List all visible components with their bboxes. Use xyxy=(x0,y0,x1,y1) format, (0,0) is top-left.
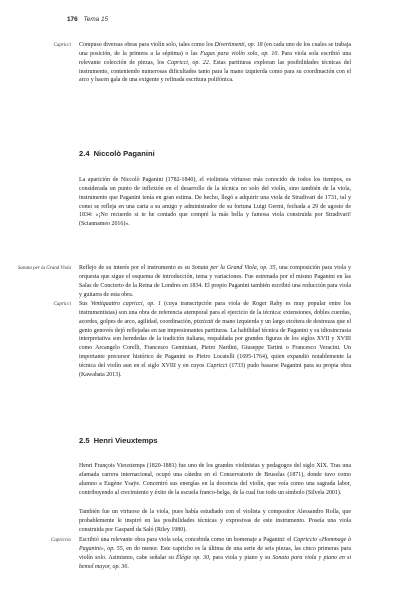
margin-note-capricci-2: Capricci xyxy=(53,302,71,307)
paganini-paragraph-3: Sus Ventiquattro capricci, op. 1 (cuya transcripción para viola de Roger Raby es muy popular entre los instrumentistas) son una obra de referencia atemporal para el ejercicio de la técnica: extensiones, dobles cuerdas, acordes, golpes de arco, agilidad, coordinación, pizzicati de mano izquierda y un largo etcétera de destrezas que el genio genovés dejó reflejadas en tan impresionantes partituras. La habilidad técnica de Paganini y su idiosincrasia interpretativa son herededas de la tradición italiana, respaldada por grandes figuras de los siglos XVII y XVIII como Arcangelo Corelli, Francesco Geminiani, Pietro Nardini, Giuseppe Tartini o Francesco Veracini. Un importante precursor histórico de Paganini es Pietro Locatelli (1695-1764), quien expandió notablemente la técnica del violín aun en el siglo XVIII y en cuyos Capricci (1733) pudo basarse Paganini para su propia obra (Kawabata 2013). xyxy=(79,301,351,378)
margin-note-sonata: Sonata per la Grand Viola xyxy=(18,266,71,271)
paganini-paragraph-1: La aparición de Niccolò Paganini (1782-1840), el violinista virtuoso más conocido de todos los tiempos, es considerada un punto de inflexión en el desarrollo de la técnica no solo del violín, sino también de la viola, instrumento que Paganini tenía en gran estima. De hecho, llegó a adquirir una viola de Stradivari de 1731, tal y como se refleja en una carta a su amigo y administrador de su fortuna Luigi Germi, fechada a 29 de agosto de 1834: «¡No recuerdo si te he contado que compré la más bella y famosa viola construida por Stradivari! (Sciannameo 2016)». xyxy=(79,177,351,228)
vieuxtemps-paragraph-1: Henri François Vieuxtemps (1820-1881) fue uno de los grandes violinistas y pedagogos del siglo XIX. Tras una afamada carrera internacional, ocupó una cátedra en el Conservatorio de Bruselas (1871), donde tuvo como alumno a Eugène Ysaÿe. Concentró sus energías en la docencia del violín, que veía como una sagrada labor, contribuyendo al crecimiento y éxito de la escuela franco-belga, de la cual fue todo un símbolo (Silvela 2001). xyxy=(79,463,351,496)
page-number: 176 xyxy=(67,16,78,23)
margin-note-capriccio: Capriccio xyxy=(51,538,71,543)
section-heading-vieuxtemps xyxy=(79,436,158,445)
vieuxtemps-paragraph-2: También fue un virtuoso de la viola, pues había estudiado con el violista y compositor Alessandro Rolla, que probablemente le inspiró en las posibilidades técnicas y expresivas de este instrumento. Poseía una viola construida por Gaspard da Saló (Riley 1980). xyxy=(79,509,351,533)
paragraph: Compuso diversas obras para violín solo, tales como los Divertimenti, op. 18 (en cada uno de los cuales se trabaja una posición, de la primera a la séptima) o las Fugas para violín solo, op. 10. Para viola sola escribió una relevante colección de piezas, los Capricci, op. 22. Estas partituras exploran las posibilidades técnicas del instrumento, conteniendo numerosas dificultades tanto para la mano izquierda como para su coordinación con el arco y hacen gala de una exigente y refinada escritura polifónica. xyxy=(79,42,352,84)
running-title: Tema 15 xyxy=(83,16,109,23)
section-number: 2.4 xyxy=(79,149,90,158)
page-header xyxy=(67,16,108,23)
margin-note-capricci: Capricci xyxy=(53,43,71,48)
section-title: Henri Vieuxtemps xyxy=(93,436,158,445)
vieuxtemps-paragraph-3: Escribió una relevante obra para viola sola, concebida como un homenaje a Paganini: el Capriccio «Hommage à Paganini», op. 55, en do menor. Este capricho es la última de una serie de seis piezas, las cinco primeras para violín solo. Asimismo, cabe señalar su Élégie op. 30, para viola y piano y su Sonata para viola y piano en si bemol mayor, op. 36. xyxy=(79,537,351,570)
section-number: 2.5 xyxy=(79,436,90,445)
paganini-paragraph-2: Reflejo de su interés por el instrumento es su Sonata per la Grand Viola, op. 35, una composición para viola y orquesta que sigue el esquema de introducción, tema y variaciones. Fue estrenada por el mismo Paganini en las Salas de Concierto de la Reina de Londres en 1834. El propio Paganini también escribió una reducción para viola y guitarra de esta obra. xyxy=(79,265,351,298)
top-paragraph xyxy=(79,41,351,85)
section-title: Niccolò Paganini xyxy=(93,149,155,158)
section-heading-paganini xyxy=(79,149,155,158)
